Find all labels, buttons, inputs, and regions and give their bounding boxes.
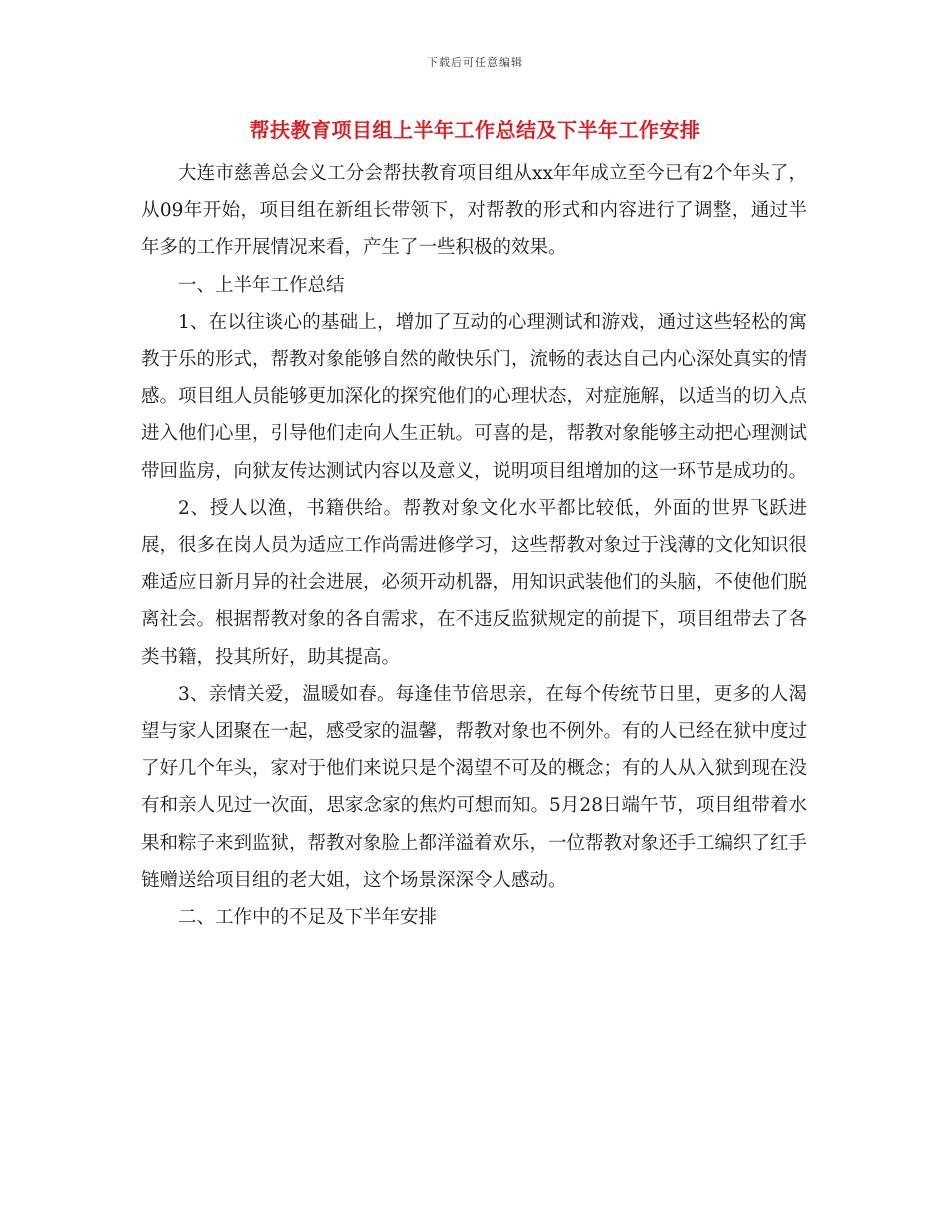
summary-item-1-paragraph: 1、在以往谈心的基础上，增加了互动的心理测试和游戏，通过这些轻松的寓教于乐的形式，帮教对象能够自然的敞快乐门，流畅的表达自己内心深处真实的情感。项目组人员能够更加深化的探究他们的心理状态，对症施解，以适当的切入点进入他们心里，引导他们走向人生正轨。可喜的是，帮教对象能够主动把心理测试带回监房，向狱友传达测试内容以及意义，说明项目组增加的这一环节是成功的。 (141, 311, 808, 482)
section-heading-first-half-summary: 一、上半年工作总结 (178, 274, 345, 296)
summary-item-2-paragraph: 2、授人以渔，书籍供给。帮教对象文化水平都比较低，外面的世界飞跃进展，很多在岗人员为适应工作尚需进修学习，这些帮教对象过于浅薄的文化知识很难适应日新月异的社会进展，必须开动机器，用知识武装他们的头脑，不使他们脱离社会。根据帮教对象的各自需求，在不违反监狱规定的前提下，项目组带去了各类书籍，投其所好，助其提高。 (141, 497, 808, 668)
intro-paragraph: 大连市慈善总会义工分会帮扶教育项目组从xx年年成立至今已有2个年头了，从09年开始，项目组在新组长带领下，对帮教的形式和内容进行了调整，通过半年多的工作开展情况来看，产生了一些积极的效果。 (141, 163, 807, 259)
document-title: 帮扶教育项目组上半年工作总结及下半年工作安排 (249, 118, 701, 142)
summary-item-3-paragraph: 3、亲情关爱，温暖如春。每逢佳节倍思亲，在每个传统节日里，更多的人渴望与家人团聚在一起，感受家的温馨，帮教对象也不例外。有的人已经在狱中度过了好几个年头，家对于他们来说只是个渴望不可及的概念；有的人从入狱到现在没有和亲人见过一次面，思家念家的焦灼可想而知。5月28日端午节，项目组带着水果和粽子来到监狱，帮教对象脸上都洋溢着欢乐，一位帮教对象还手工编织了红手链赠送给项目组的老大姐，这个场景深深令人感动。 (141, 683, 808, 891)
section-heading-shortcomings-and-plan: 二、工作中的不足及下半年安排 (178, 907, 438, 929)
document-body (141, 155, 807, 936)
header-note: 下载后可任意编辑 (427, 56, 523, 69)
